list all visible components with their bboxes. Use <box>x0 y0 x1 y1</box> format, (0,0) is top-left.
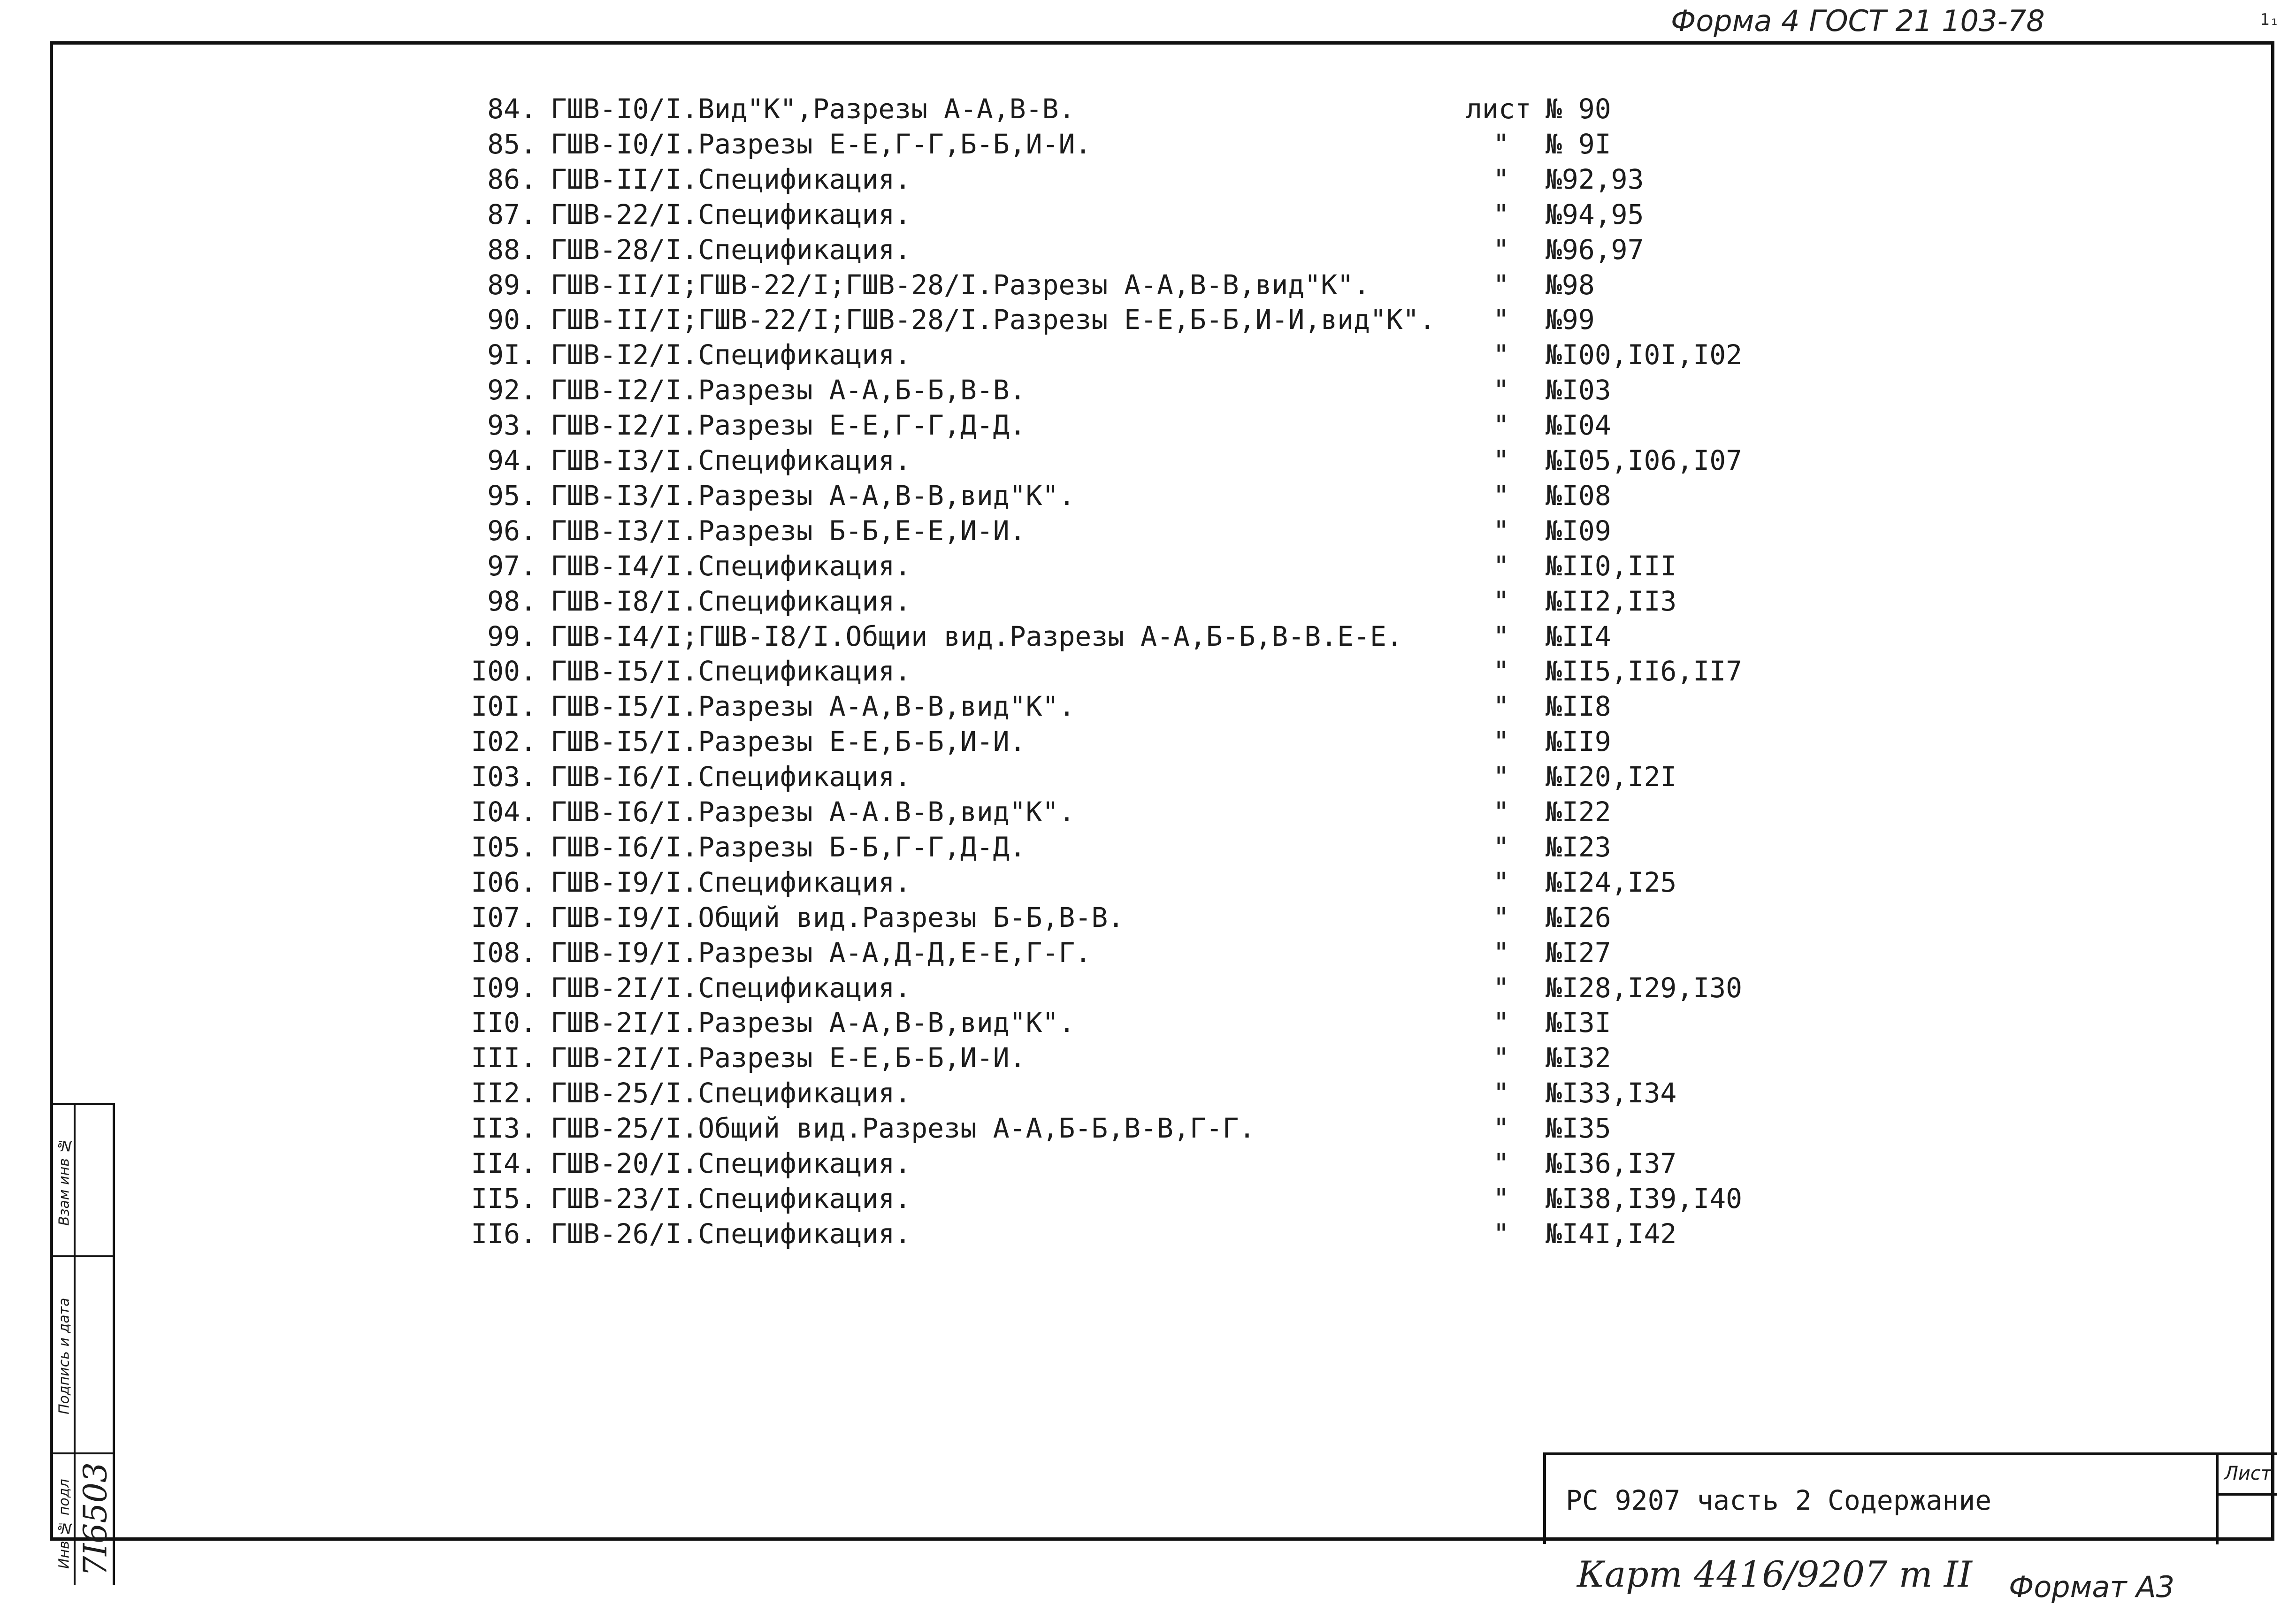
item-sheet-number: №92,93 <box>1546 163 1644 195</box>
item-number: II2. <box>471 1077 536 1109</box>
item-number: I09. <box>471 972 536 1004</box>
item-title: ГШВ-2I/I.Разрезы А-А,В-В,вид"К". <box>551 1007 1075 1039</box>
item-number: 93. <box>487 409 536 441</box>
item-sheet-number: №I3I <box>1546 1007 1611 1039</box>
item-title: ГШВ-I6/I.Спецификация. <box>551 761 911 793</box>
item-number: 84. <box>487 93 536 125</box>
item-title: ГШВ-I6/I.Разрезы Б-Б,Г-Г,Д-Д. <box>551 831 1026 863</box>
replacement-inventory-label: Взам инв № <box>56 1137 73 1226</box>
item-title: ГШВ-I9/I.Общий вид.Разрезы Б-Б,В-В. <box>551 901 1125 933</box>
item-number: 98. <box>487 585 536 617</box>
ditto-mark: " <box>1493 1112 1509 1144</box>
ditto-mark: " <box>1493 515 1509 547</box>
ditto-mark: " <box>1493 1077 1509 1109</box>
item-number: II3. <box>471 1112 536 1144</box>
item-number: II0. <box>471 1007 536 1039</box>
ditto-mark: " <box>1493 128 1509 160</box>
inventory-number: 7I6503 <box>77 1462 115 1577</box>
item-sheet-number: №98 <box>1546 269 1595 301</box>
item-title: ГШВ-I5/I.Разрезы Е-Е,Б-Б,И-И. <box>551 726 1026 757</box>
item-title: ГШВ-I4/I;ГШВ-I8/I.Общии вид.Разрезы А-А,Б-Б,В-В.Е-Е. <box>551 620 1403 652</box>
item-sheet-number: №I03 <box>1546 374 1611 406</box>
item-sheet-number: №94,95 <box>1546 199 1644 230</box>
ditto-mark: " <box>1493 444 1509 476</box>
ditto-mark: " <box>1493 1183 1509 1215</box>
document-code: РС 9207 часть 2 <box>1566 1484 1812 1516</box>
signature-date-label: Подпись и дата <box>56 1298 73 1415</box>
ditto-mark: " <box>1493 1042 1509 1074</box>
ditto-mark: " <box>1493 1147 1509 1179</box>
item-number: 9I. <box>487 339 536 371</box>
item-sheet-number: № 90 <box>1546 93 1611 125</box>
item-number: 87. <box>487 199 536 230</box>
ditto-mark: " <box>1493 796 1509 828</box>
footer-format-label: Формат А3 <box>2009 1570 2175 1604</box>
item-sheet-number: №I00,I0I,I02 <box>1546 339 1743 371</box>
item-sheet-number: №96,97 <box>1546 234 1644 266</box>
ditto-mark: " <box>1493 269 1509 301</box>
ditto-mark: " <box>1493 831 1509 863</box>
item-number: I02. <box>471 726 536 757</box>
ditto-mark: " <box>1493 1218 1509 1250</box>
item-title: ГШВ-2I/I.Разрезы Е-Е,Б-Б,И-И. <box>551 1042 1026 1074</box>
inventory-label: Инв № подл <box>56 1479 73 1569</box>
sheet-label-cell: Лист <box>2216 1455 2277 1496</box>
item-number: I07. <box>471 901 536 933</box>
footer-catalog-note: Карт 4416/9207 т II <box>1577 1553 1972 1595</box>
item-sheet-number: №I36,I37 <box>1546 1147 1677 1179</box>
item-title: ГШВ-20/I.Спецификация. <box>551 1147 911 1179</box>
ditto-mark: " <box>1493 163 1509 195</box>
ditto-mark: " <box>1493 866 1509 898</box>
item-title: ГШВ-I9/I.Разрезы А-А,Д-Д,Е-Е,Г-Г. <box>551 937 1092 969</box>
item-title: ГШВ-28/I.Спецификация. <box>551 234 911 266</box>
item-number: I08. <box>471 937 536 969</box>
item-sheet-number: №II9 <box>1546 726 1611 757</box>
page-corner-mark: 1₁ <box>2260 10 2279 29</box>
ditto-mark: " <box>1493 972 1509 1004</box>
item-sheet-number: №I08 <box>1546 480 1611 512</box>
item-number: I03. <box>471 761 536 793</box>
item-number: I05. <box>471 831 536 863</box>
item-title: ГШВ-I5/I.Разрезы А-А,В-В,вид"К". <box>551 690 1075 722</box>
item-title: ГШВ-I3/I.Спецификация. <box>551 444 911 476</box>
ditto-mark: " <box>1493 409 1509 441</box>
item-sheet-number: №I33,I34 <box>1546 1077 1677 1109</box>
item-sheet-number: №II5,II6,II7 <box>1546 655 1743 687</box>
item-title: ГШВ-25/I.Общий вид.Разрезы А-А,Б-Б,В-В,Г-Г. <box>551 1112 1255 1144</box>
item-number: 94. <box>487 444 536 476</box>
item-number: II6. <box>471 1218 536 1250</box>
item-title: ГШВ-22/I.Спецификация. <box>551 199 911 230</box>
item-number: I0I. <box>471 690 536 722</box>
item-title: ГШВ-I0/I.Разрезы Е-Е,Г-Г,Б-Б,И-И. <box>551 128 1092 160</box>
item-sheet-number: № 9I <box>1546 128 1611 160</box>
ditto-mark: " <box>1493 937 1509 969</box>
item-sheet-number: №I38,I39,I40 <box>1546 1183 1743 1215</box>
form-standard-note: Форма 4 ГОСТ 21 103-78 <box>1671 4 2045 38</box>
item-number: 97. <box>487 550 536 582</box>
item-number: 89. <box>487 269 536 301</box>
item-number: 95. <box>487 480 536 512</box>
item-sheet-number: №I26 <box>1546 901 1611 933</box>
item-number: 96. <box>487 515 536 547</box>
item-title: ГШВ-I4/I.Спецификация. <box>551 550 911 582</box>
item-number: I06. <box>471 866 536 898</box>
item-number: II5. <box>471 1183 536 1215</box>
item-number: III. <box>471 1042 536 1074</box>
item-sheet-number: №I35 <box>1546 1112 1611 1144</box>
item-number: 88. <box>487 234 536 266</box>
item-number: 86. <box>487 163 536 195</box>
item-sheet-number: №I22 <box>1546 796 1611 828</box>
ditto-mark: " <box>1493 234 1509 266</box>
ditto-mark: " <box>1493 690 1509 722</box>
item-sheet-number: №I24,I25 <box>1546 866 1677 898</box>
item-number: II4. <box>471 1147 536 1179</box>
item-title: ГШВ-I3/I.Разрезы Б-Б,Е-Е,И-И. <box>551 515 1026 547</box>
ditto-mark: " <box>1493 304 1509 336</box>
item-title: ГШВ-23/I.Спецификация. <box>551 1183 911 1215</box>
item-sheet-number: №I04 <box>1546 409 1611 441</box>
item-title: ГШВ-II/I.Спецификация. <box>551 163 911 195</box>
item-title: ГШВ-I2/I.Спецификация. <box>551 339 911 371</box>
item-number: I00. <box>471 655 536 687</box>
ditto-mark: " <box>1493 1007 1509 1039</box>
item-sheet-number: №I28,I29,I30 <box>1546 972 1743 1004</box>
item-title: ГШВ-I8/I.Спецификация. <box>551 585 911 617</box>
item-number: 99. <box>487 620 536 652</box>
item-title: ГШВ-I9/I.Спецификация. <box>551 866 911 898</box>
item-sheet-number: №II2,II3 <box>1546 585 1677 617</box>
ditto-mark: " <box>1493 550 1509 582</box>
item-sheet-number: №I32 <box>1546 1042 1611 1074</box>
ditto-mark: " <box>1493 655 1509 687</box>
item-title: ГШВ-I2/I.Разрезы А-А,Б-Б,В-В. <box>551 374 1026 406</box>
item-title: ГШВ-II/I;ГШВ-22/I;ГШВ-28/I.Разрезы Е-Е,Б-Б,И-И,вид"К". <box>551 304 1436 336</box>
item-title: ГШВ-26/I.Спецификация. <box>551 1218 911 1250</box>
sheet-number-cell <box>2216 1496 2277 1544</box>
item-number: 90. <box>487 304 536 336</box>
side-stamp-strip <box>53 1103 115 1585</box>
item-title: ГШВ-I3/I.Разрезы А-А,В-В,вид"К". <box>551 480 1075 512</box>
item-sheet-number: №I09 <box>1546 515 1611 547</box>
item-sheet-number: №I4I,I42 <box>1546 1218 1677 1250</box>
item-sheet-number: №99 <box>1546 304 1595 336</box>
sheet-column-header: лист <box>1466 93 1531 125</box>
title-block <box>1543 1452 2277 1544</box>
ditto-mark: " <box>1493 199 1509 230</box>
item-number: I04. <box>471 796 536 828</box>
item-title: ГШВ-I5/I.Спецификация. <box>551 655 911 687</box>
ditto-mark: " <box>1493 374 1509 406</box>
ditto-mark: " <box>1493 620 1509 652</box>
document-title: Содержание <box>1828 1484 1992 1516</box>
item-number: 85. <box>487 128 536 160</box>
ditto-mark: " <box>1493 480 1509 512</box>
item-sheet-number: №I27 <box>1546 937 1611 969</box>
item-title: ГШВ-I6/I.Разрезы А-А.В-В,вид"К". <box>551 796 1075 828</box>
ditto-mark: " <box>1493 585 1509 617</box>
item-title: ГШВ-2I/I.Спецификация. <box>551 972 911 1004</box>
item-title: ГШВ-I2/I.Разрезы Е-Е,Г-Г,Д-Д. <box>551 409 1026 441</box>
item-sheet-number: №I05,I06,I07 <box>1546 444 1743 476</box>
ditto-mark: " <box>1493 901 1509 933</box>
item-number: 92. <box>487 374 536 406</box>
item-sheet-number: №I20,I2I <box>1546 761 1677 793</box>
item-sheet-number: №I23 <box>1546 831 1611 863</box>
item-sheet-number: №II8 <box>1546 690 1611 722</box>
item-title: ГШВ-I0/I.Вид"К",Разрезы А-А,В-В. <box>551 93 1075 125</box>
item-sheet-number: №II0,III <box>1546 550 1677 582</box>
side-separator <box>53 1255 115 1257</box>
ditto-mark: " <box>1493 339 1509 371</box>
item-title: ГШВ-25/I.Спецификация. <box>551 1077 911 1109</box>
item-title: ГШВ-II/I;ГШВ-22/I;ГШВ-28/I.Разрезы А-А,В-В,вид"К". <box>551 269 1370 301</box>
item-sheet-number: №II4 <box>1546 620 1611 652</box>
ditto-mark: " <box>1493 726 1509 757</box>
ditto-mark: " <box>1493 761 1509 793</box>
